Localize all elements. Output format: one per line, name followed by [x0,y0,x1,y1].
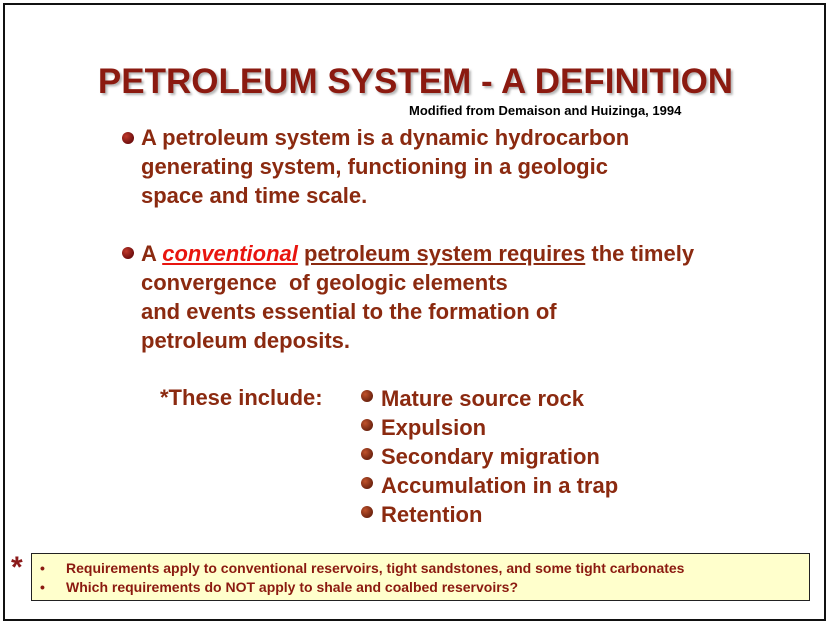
include-bullet [361,506,373,518]
point-1-line-2: generating system, functioning in a geologic [141,154,608,179]
include-bullet [361,448,373,460]
point-1 [141,123,629,210]
note-row-1 [40,559,809,578]
point-2-line-3: and events essential to the formation of [141,299,557,324]
include-bullet [361,477,373,489]
note-text-2: Which requirements do NOT apply to shale and coalbed reservoirs? [66,579,518,595]
include-item-1: Mature source rock [381,386,584,411]
source-citation: Modified from Demaison and Huizinga, 1994 [409,103,682,118]
note-text-1: Requirements apply to conventional reservoirs, tight sandstones, and some tight carbonates [66,560,685,576]
note-row-2 [40,578,809,597]
bullet-dot [122,132,134,144]
point-2-line-4: petroleum deposits. [141,328,351,353]
point-1-line-3: space and time scale. [141,183,368,208]
include-item-5: Retention [381,502,483,527]
note-asterisk: * [11,551,23,584]
include-item-3: Secondary migration [381,444,600,469]
note-bullet: • [40,560,45,576]
point-2-rest: the timely [591,241,695,266]
underlined-phrase: petroleum system requires [304,241,586,266]
point-1-line-1: A petroleum system is a dynamic hydrocarbon [141,125,630,150]
note-box [31,553,810,601]
conventional-emphasis: conventional [162,241,298,266]
include-bullet [361,419,373,431]
point-2 [141,239,694,355]
bullet-dot [122,247,134,259]
slide-title: PETROLEUM SYSTEM - A DEFINITION [97,62,734,101]
include-item-2: Expulsion [381,415,487,440]
note-bullet: • [40,579,45,595]
point-2-line-1 [141,239,694,268]
include-item-4: Accumulation in a trap [381,473,619,498]
include-bullet [361,390,373,402]
includes-label: *These include: [160,385,323,410]
point-2-prefix: A [141,241,157,266]
point-2-line-2: convergence of geologic elements [141,270,508,295]
